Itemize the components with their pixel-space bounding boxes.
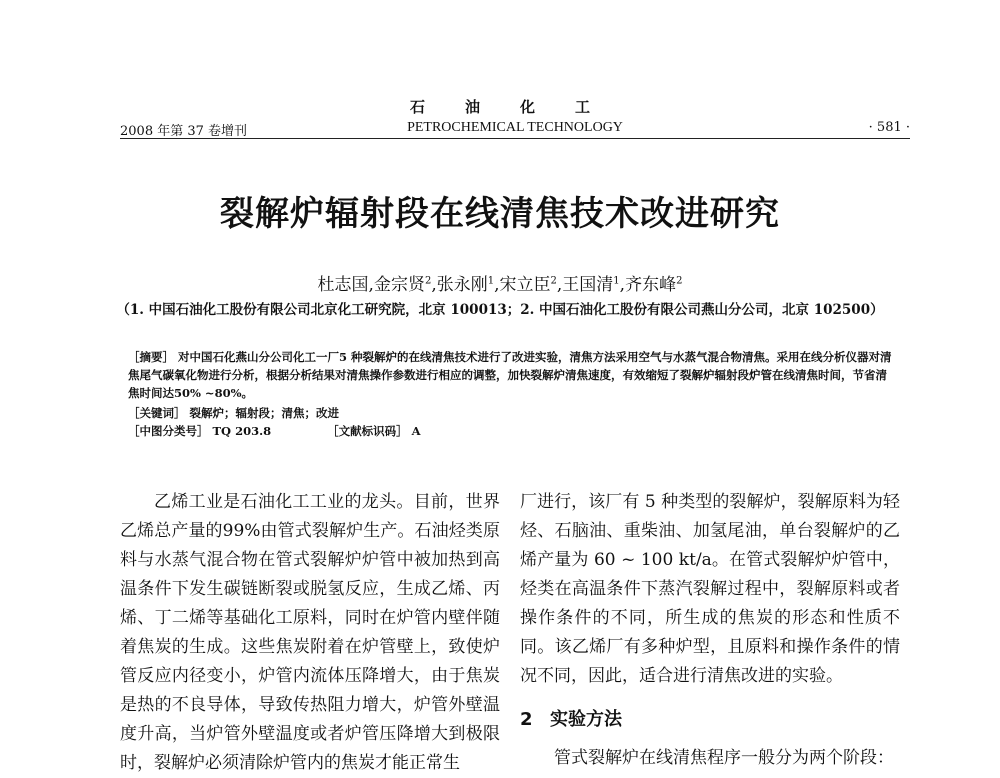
author-name: 张永刚 xyxy=(436,275,488,295)
keywords-row xyxy=(128,404,898,422)
keywords-label: ［关键词］ xyxy=(128,406,186,420)
page-number: · 581 · xyxy=(868,120,910,135)
author-affiliation-mark: 2 xyxy=(550,275,557,287)
section-title: 实验方法 xyxy=(550,709,622,730)
classification-value: TQ 203.8 xyxy=(212,424,272,438)
author-name: 杜志国 xyxy=(317,275,369,295)
body-column-left xyxy=(120,488,500,778)
classification-label: ［中图分类号］ xyxy=(128,424,209,438)
author-name: 宋立臣 xyxy=(499,275,551,295)
body-paragraph: 乙烯工业是石油化工工业的龙头。目前，世界乙烯总产量的99%由管式裂解炉生产。石油烃类原料与水蒸气混合物在管式裂解炉炉管中被加热到高温条件下发生碳链断裂或脱氢反应，生成乙烯、丙烯、丁二烯等基础化工原料，同时在炉管内壁伴随着焦炭的生成。这些焦炭附着在炉管壁上，致使炉管反应内径变小，炉管内流体压降增大，由于焦炭是热的不良导体，导致传热阻力增大，炉管外壁温度升高，当炉管外壁温度或者炉管压降增大到极限时，裂解炉必须清除炉管内的焦炭才能正常生 xyxy=(120,492,500,773)
abstract-text: 对中国石化燕山分公司化工一厂5 种裂解炉的在线清焦技术进行了改进实验，清焦方法采用空气与水蒸气混合物清焦。采用在线分析仪器对清焦尾气碳氧化物进行分析，根据分析结果对清焦操作参数进行相应的调整，加快裂解炉清焦速度，有效缩短了裂解炉辐射段炉管在线清焦时间，节省清焦时间达50% ~80%。 xyxy=(128,350,892,400)
author-affiliation-mark: 2 xyxy=(424,275,432,287)
abstract-label: ［摘要］ xyxy=(128,350,174,364)
journal-char: 化 xyxy=(520,98,536,116)
author-name: 齐东峰 xyxy=(625,275,677,295)
affiliations: （1. 中国石油化工股份有限公司北京化工研究院，北京 100013；2. 中国石油化工股份有限公司燕山分公司，北京 102500） xyxy=(116,302,884,318)
author-name: 金宗贤 xyxy=(373,275,425,295)
body-paragraph: 管式裂解炉在线清焦程序一般分为两个阶段： xyxy=(554,748,894,768)
journal-issue: 2008 年第 37 卷增刊 xyxy=(120,124,248,139)
author-list: 杜志国,金宗贤$^2$,张永刚$^1$,宋立臣$^2$,王国清$^1$,齐东峰$^2$ xyxy=(317,275,683,295)
section-heading xyxy=(520,705,900,734)
author-affiliation-mark: 2 xyxy=(676,275,683,287)
journal-english-name: PETROCHEMICAL TECHNOLOGY xyxy=(407,120,623,135)
journal-char: 工 xyxy=(575,98,591,116)
article-title: 裂解炉辐射段在线清焦技术改进研究 xyxy=(220,194,780,234)
abstract-text-row xyxy=(128,348,898,402)
author-name: 王国清 xyxy=(562,275,614,295)
document-code-label: ［文献标识码］ xyxy=(327,424,408,438)
classification-row xyxy=(128,422,898,440)
author-affiliation-mark: 1 xyxy=(613,275,620,287)
author-affiliation-mark: 1 xyxy=(487,275,495,287)
section-number: 2 xyxy=(520,709,533,730)
keywords-text: 裂解炉；辐射段；清焦；改进 xyxy=(189,406,339,420)
header-rule xyxy=(120,138,910,139)
body-paragraph: 厂进行，该厂有 5 种类型的裂解炉，裂解原料为轻烃、石脑油、重柴油、加氢尾油，单台裂解炉的乙烯产量为 60 ~ 100 kt/a。在管式裂解炉炉管中，烃类在高温条件下蒸汽裂解过程中，裂解原料或者操作条件的不同，所生成的焦炭的形态和性质不同。该乙烯厂有多种炉型，且原料和操作条件的情况不同，因此，适合进行清焦改进的实验。 xyxy=(520,492,900,686)
abstract-block xyxy=(128,348,898,440)
body-column-right xyxy=(520,488,900,773)
journal-chinese-name xyxy=(0,96,1000,117)
running-header xyxy=(120,118,910,140)
document-code-value: A xyxy=(411,424,421,438)
journal-char: 油 xyxy=(464,98,480,116)
journal-char: 石 xyxy=(409,98,425,116)
